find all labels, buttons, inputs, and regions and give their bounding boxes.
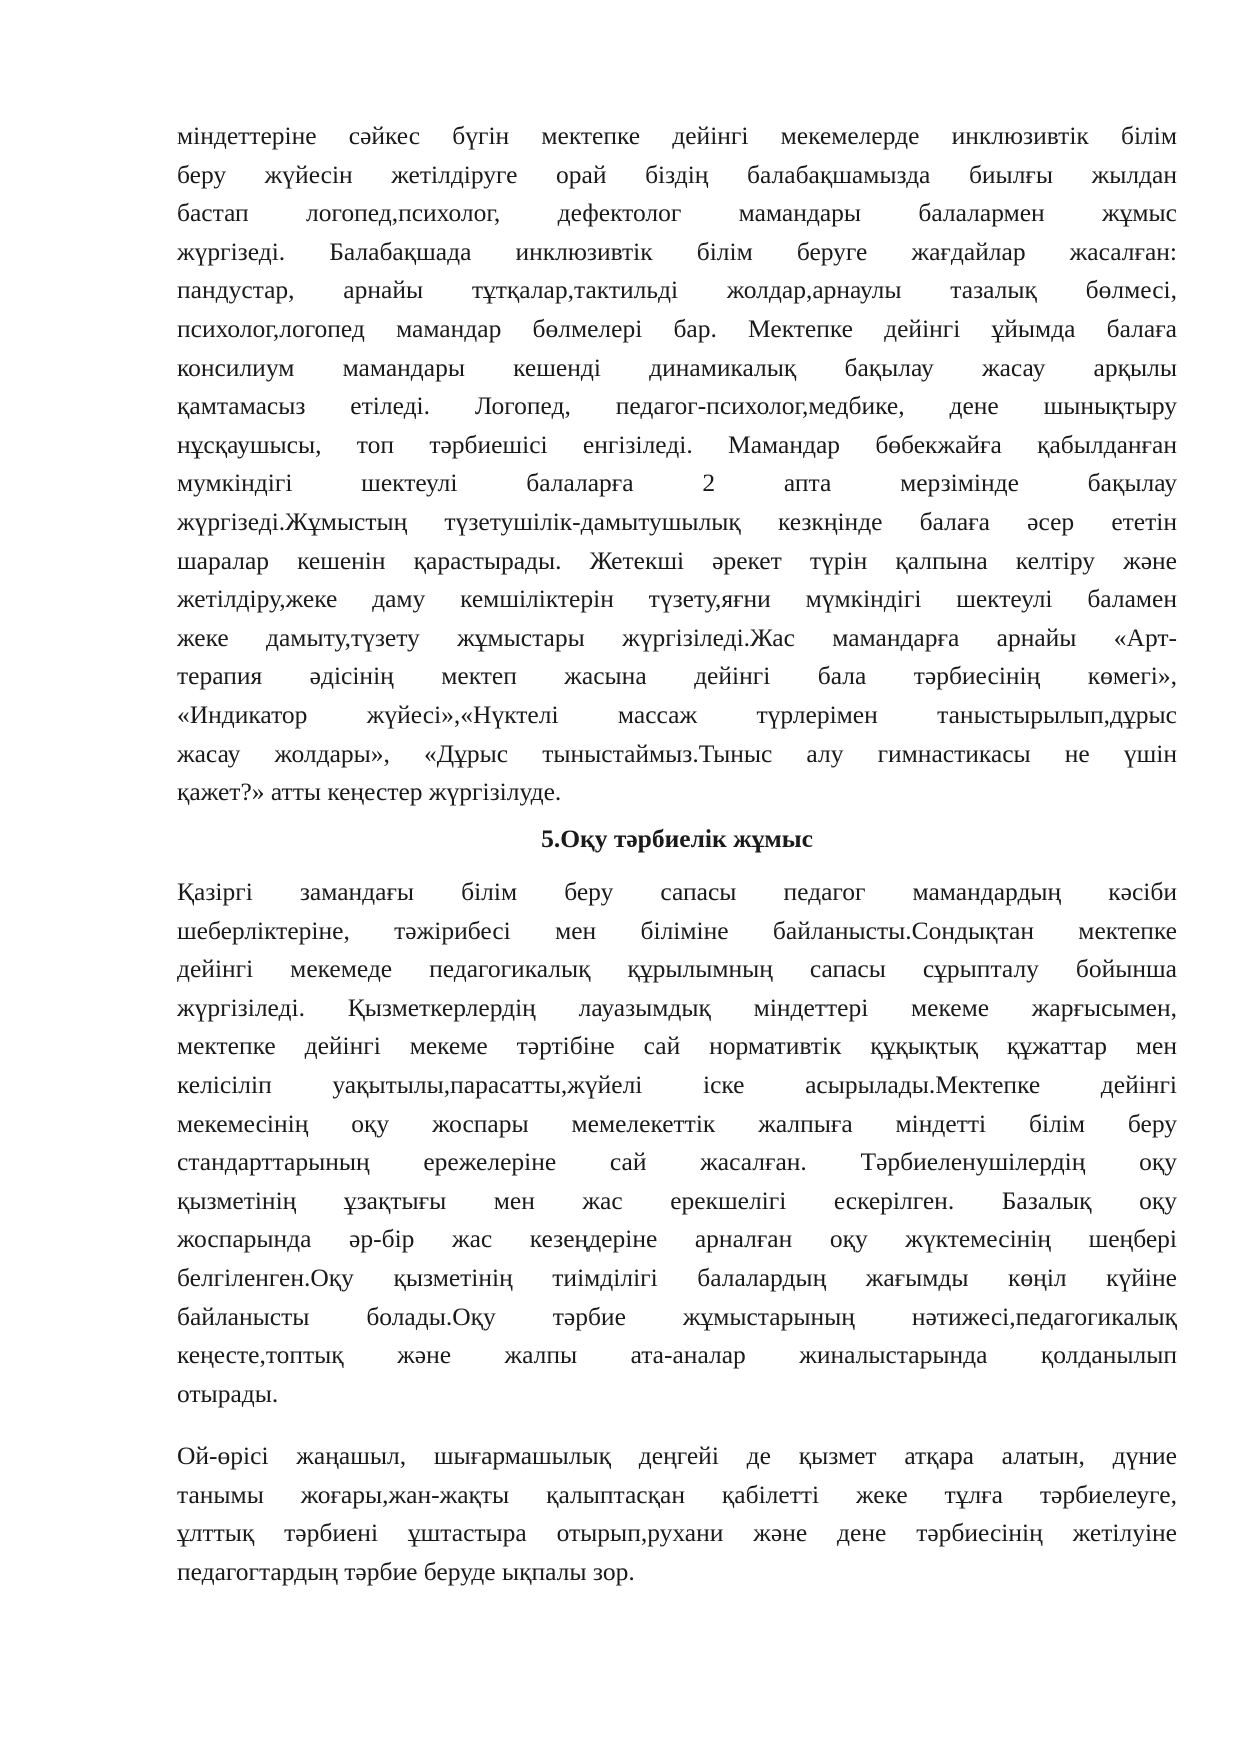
text-line: танымы жоғары,жан-жақты қалыптасқан қабілетті жеке тұлға тәрбиелеуге, <box>177 1479 1177 1509</box>
text-line: шаралар кешенін қарастырады. Жетекші әрекет түрін қалпына келтіру және <box>177 545 1177 575</box>
text-line: Ой-өрісі жаңашыл, шығармашылық деңгейі де қызмет атқара алатын, дүние <box>177 1441 1177 1470</box>
text-line: келісіліп уақытылы,парасатты,жүйелі іске асырылады.Мектепке дейінгі <box>177 1069 1177 1099</box>
text-line: кеңесте,топтық және жалпы ата-аналар жиналыстарында қолданылып <box>177 1340 1177 1370</box>
text-line: міндеттеріне сәйкес бүгін мектепке дейінгі мекемелерде инклюзивтік білім <box>177 121 1177 150</box>
closing-paragraph <box>177 1437 1177 1591</box>
text-line: қамтамасыз етіледі. Логопед, педагог-психолог,медбике, дене шынықтыру <box>177 391 1177 421</box>
text-line: пандустар, арнайы тұтқалар,тактильді жолдар,арнаулы тазалық бөлмесі, <box>177 275 1177 305</box>
text-line: стандарттарының ережелеріне сай жасалған. Тәрбиеленушілердің оқу <box>177 1147 1177 1177</box>
text-line: дейінгі мекемеде педагогикалық құрылымның сапасы сұрыпталу бойынша <box>177 954 1177 984</box>
text-line: шеберліктеріне, тәжірибесі мен біліміне байланысты.Сондықтан мектепке <box>177 915 1177 945</box>
text-line: қызметінің ұзақтығы мен жас ерекшелігі ескерілген. Базалық оқу <box>177 1185 1177 1215</box>
text-line: мумкіндігі шектеулі балаларға 2 апта мерзімінде бақылау <box>177 468 1177 498</box>
text-line: жүргізеді.Жұмыстың түзетушілік-дамытушылық кезкңінде балаға әсер ететін <box>177 506 1177 536</box>
text-line: Қазіргі замандағы білім беру сапасы педагог мамандардың кәсіби <box>177 877 1177 906</box>
text-line: терапия әдісінің мектеп жасына дейінгі бала тәрбиесінің көмегі», <box>177 661 1177 691</box>
text-line: отырады. <box>177 1378 279 1408</box>
text-line: консилиум мамандары кешенді динамикалық бақылау жасау арқылы <box>177 352 1177 382</box>
section-heading: 5.Оқу тәрбиелік жұмыс <box>541 824 813 853</box>
text-line: жасау жолдары», «Дұрыс тыныстаймыз.Тыныс алу гимнастикасы не үшін <box>177 738 1177 768</box>
text-line: педагогтардың тәрбие беруде ықпалы зор. <box>177 1556 635 1586</box>
text-line: нұсқаушысы, топ тәрбиешісі енгізіледі. Мамандар бөбекжайға қабылданған <box>177 429 1177 459</box>
text-line: ұлттық тәрбиені ұштастыра отырып,рухани және дене тәрбиесінің жетілуіне <box>177 1518 1177 1548</box>
text-line: мекемесінің оқу жоспары мемелекеттік жалпыға міндетті білім беру <box>177 1108 1177 1138</box>
text-line: беру жүйесін жетілдіруге орай біздің балабақшамызда биылғы жылдан <box>177 159 1177 189</box>
text-line: жетілдіру,жеке даму кемшіліктерін түзету,яғни мүмкіндігі шектеулі баламен <box>177 584 1177 614</box>
intro-paragraph <box>177 117 1177 812</box>
text-line: «Индикатор жүйесі»,«Нүктелі массаж түрлерімен таныстырылып,дұрыс <box>177 699 1177 729</box>
text-line: белгіленген.Оқу қызметінің тиімділігі балалардың жағымды көңіл күйіне <box>177 1262 1177 1292</box>
text-line: мектепке дейінгі мекеме тәртібіне сай нормативтік құқықтық құжаттар мен <box>177 1031 1177 1061</box>
text-line: жоспарында әр-бір жас кезеңдеріне арналған оқу жүктемесінің шеңбері <box>177 1224 1177 1254</box>
main-paragraph <box>177 873 1177 1413</box>
text-line: бастап логопед,психолог, дефектолог мамандары балалармен жұмыс <box>177 198 1177 228</box>
text-line: жүргізіледі. Қызметкерлердің лауазымдық міндеттері мекеме жарғысымен, <box>177 992 1177 1022</box>
text-line: жүргізеді. Балабақшада инклюзивтік білім беруге жағдайлар жасалған: <box>177 236 1177 266</box>
text-line: қажет?» атты кеңестер жүргізілуде. <box>177 777 562 807</box>
text-line: жеке дамыту,түзету жұмыстары жүргізіледі.Жас мамандарға арнайы «Арт- <box>177 622 1177 652</box>
text-line: байланысты болады.Оқу тәрбие жұмыстарының нәтижесі,педагогикалық <box>177 1301 1177 1331</box>
text-line: психолог,логопед мамандар бөлмелері бар. Мектепке дейінгі ұйымда балаға <box>177 313 1177 343</box>
